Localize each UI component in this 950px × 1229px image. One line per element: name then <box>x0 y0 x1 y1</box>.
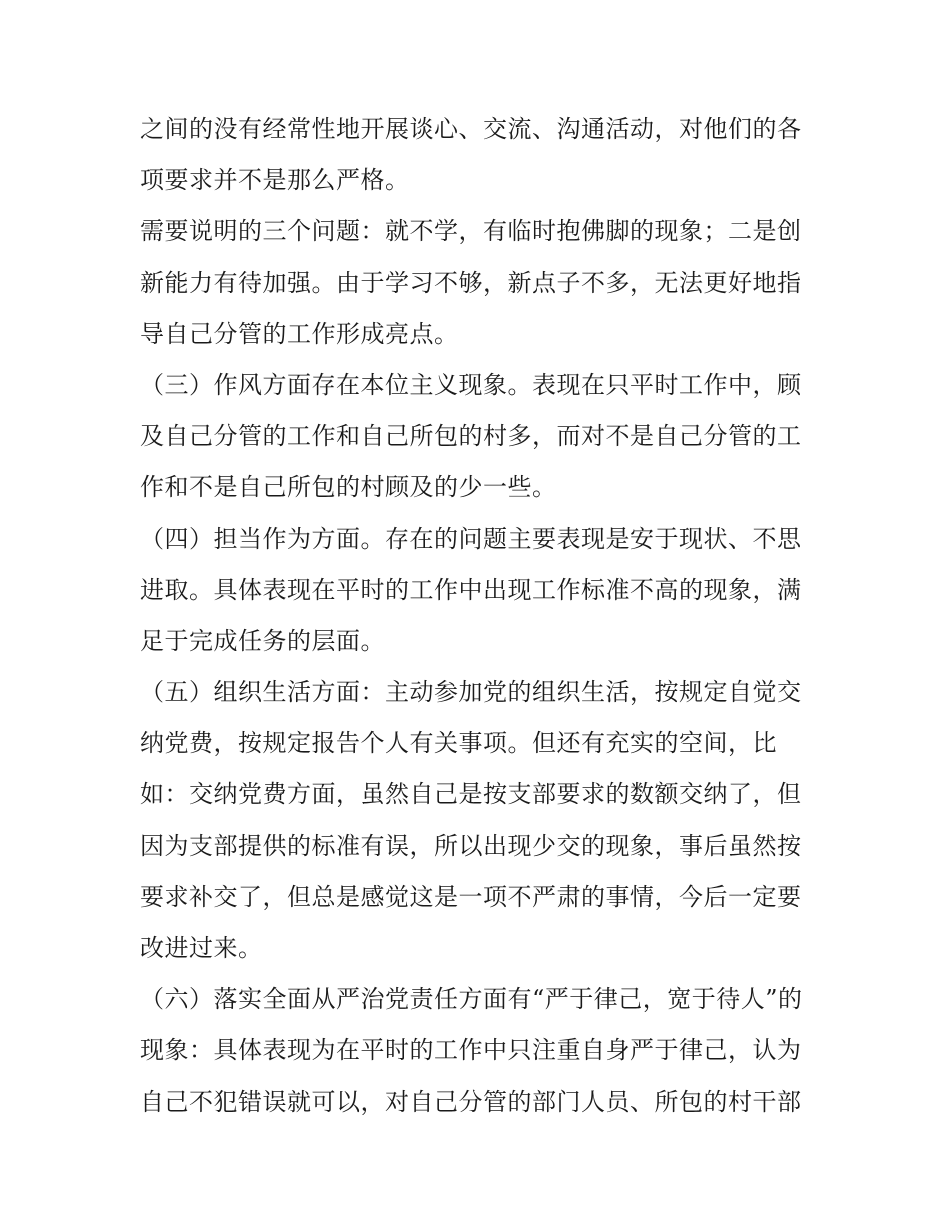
text-line: 导自己分管的工作形成亮点。 <box>140 319 459 348</box>
text-line: （六）落实全面从严治党责任方面有“严于律己，宽于待人”的 <box>140 985 803 1014</box>
text-line: （三）作风方面存在本位主义现象。表现在只平时工作中，顾 <box>140 370 802 399</box>
text-line: 作和不是自己所包的村顾及的少一些。 <box>140 473 557 502</box>
text-line: （四）担当作为方面。存在的问题主要表现是安于现状、不思 <box>140 524 802 553</box>
text-line: 要求补交了，但总是感觉这是一项不严肃的事情，今后一定要 <box>140 882 802 911</box>
text-line: 如：交纳党费方面，虽然自己是按支部要求的数额交纳了，但 <box>140 780 802 809</box>
text-line: 因为支部提供的标准有误，所以出现少交的现象，事后虽然按 <box>140 831 802 860</box>
text-line: 自己不犯错误就可以，对自己分管的部门人员、所包的村干部 <box>140 1087 802 1116</box>
text-line: 改进过来。 <box>140 934 263 962</box>
text-line: 现象：具体表现为在平时的工作中只注重自身严于律己，认为 <box>140 1036 802 1065</box>
text-line: 及自己分管的工作和自己所包的村多，而对不是自己分管的工 <box>140 422 802 451</box>
text-line: （五）组织生活方面：主动参加党的组织生活，按规定自觉交 <box>140 678 802 707</box>
text-line: 需要说明的三个问题：就不学，有临时抱佛脚的现象；二是创 <box>140 217 802 246</box>
text-line: 之间的没有经常性地开展谈心、交流、沟通活动，对他们的各 <box>140 115 802 143</box>
text-line: 进取。具体表现在平时的工作中出现工作标准不高的现象，满 <box>140 575 802 604</box>
text-line: 纳党费，按规定报告个人有关事项。但还有充实的空间，比 <box>140 729 777 758</box>
body-text <box>140 104 820 1128</box>
text-line: 足于完成任务的层面。 <box>140 626 385 655</box>
text-line: 新能力有待加强。由于学习不够，新点子不多，无法更好地指 <box>140 268 802 297</box>
text-line: 项要求并不是那么严格。 <box>140 166 410 195</box>
